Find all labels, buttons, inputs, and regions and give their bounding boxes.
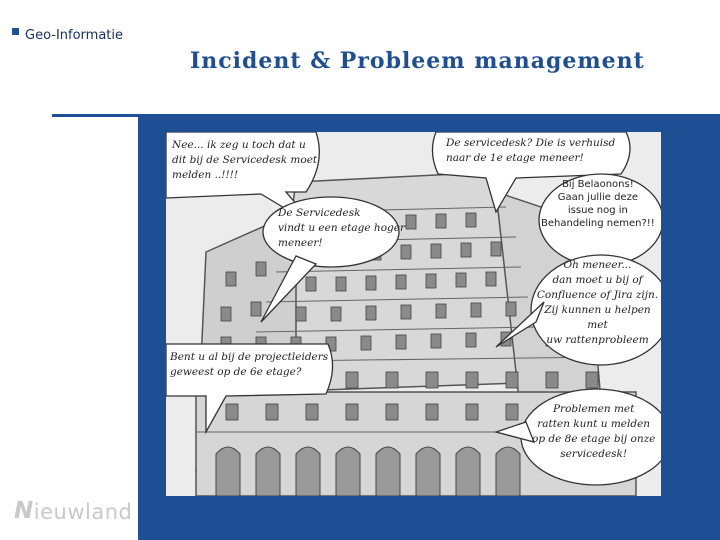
speech-bubble-7: Problemen met ratten kunt u melden op de 8e etage bij onze servicedesk! — [532, 403, 656, 460]
logo-top-text: Geo-Informatie — [25, 28, 124, 43]
geo-informatie-logo — [12, 28, 123, 43]
speech-bubble-6: Bent u al bij de projectleiders geweest op de 6e etage? — [170, 351, 329, 378]
title-divider — [52, 114, 138, 117]
speech-bubble-3: Bij Belaonons! Gaan jullie deze issue nog in Behandeling nemen?!! — [541, 179, 655, 229]
title-area — [138, 0, 720, 114]
speech-bubble-5: Oh meneer... dan moet u bij of Confluence of Jira zijn. Zij kunnen u helpen met uw rattenprobleem — [536, 259, 659, 346]
nieuwland-logo — [14, 498, 132, 524]
left-sidebar — [0, 0, 138, 540]
logo-bottom-text: ieuwland — [33, 500, 133, 524]
logo-square-icon — [12, 28, 19, 35]
cartoon-illustration — [166, 132, 661, 496]
slide-title: Incident & Probleem management — [190, 48, 645, 74]
speech-bubble-2: De servicedesk? Die is verhuisd naar de 1e etage meneer! — [446, 137, 616, 164]
speech-bubble-4: De Servicedesk vindt u een etage hoger meneer! — [278, 207, 405, 249]
speech-bubble-1: Nee... ik zeg u toch dat u dit bij de Servicedesk moet melden ..!!!! — [172, 139, 318, 181]
logo-bottom-mark: N — [14, 498, 34, 524]
